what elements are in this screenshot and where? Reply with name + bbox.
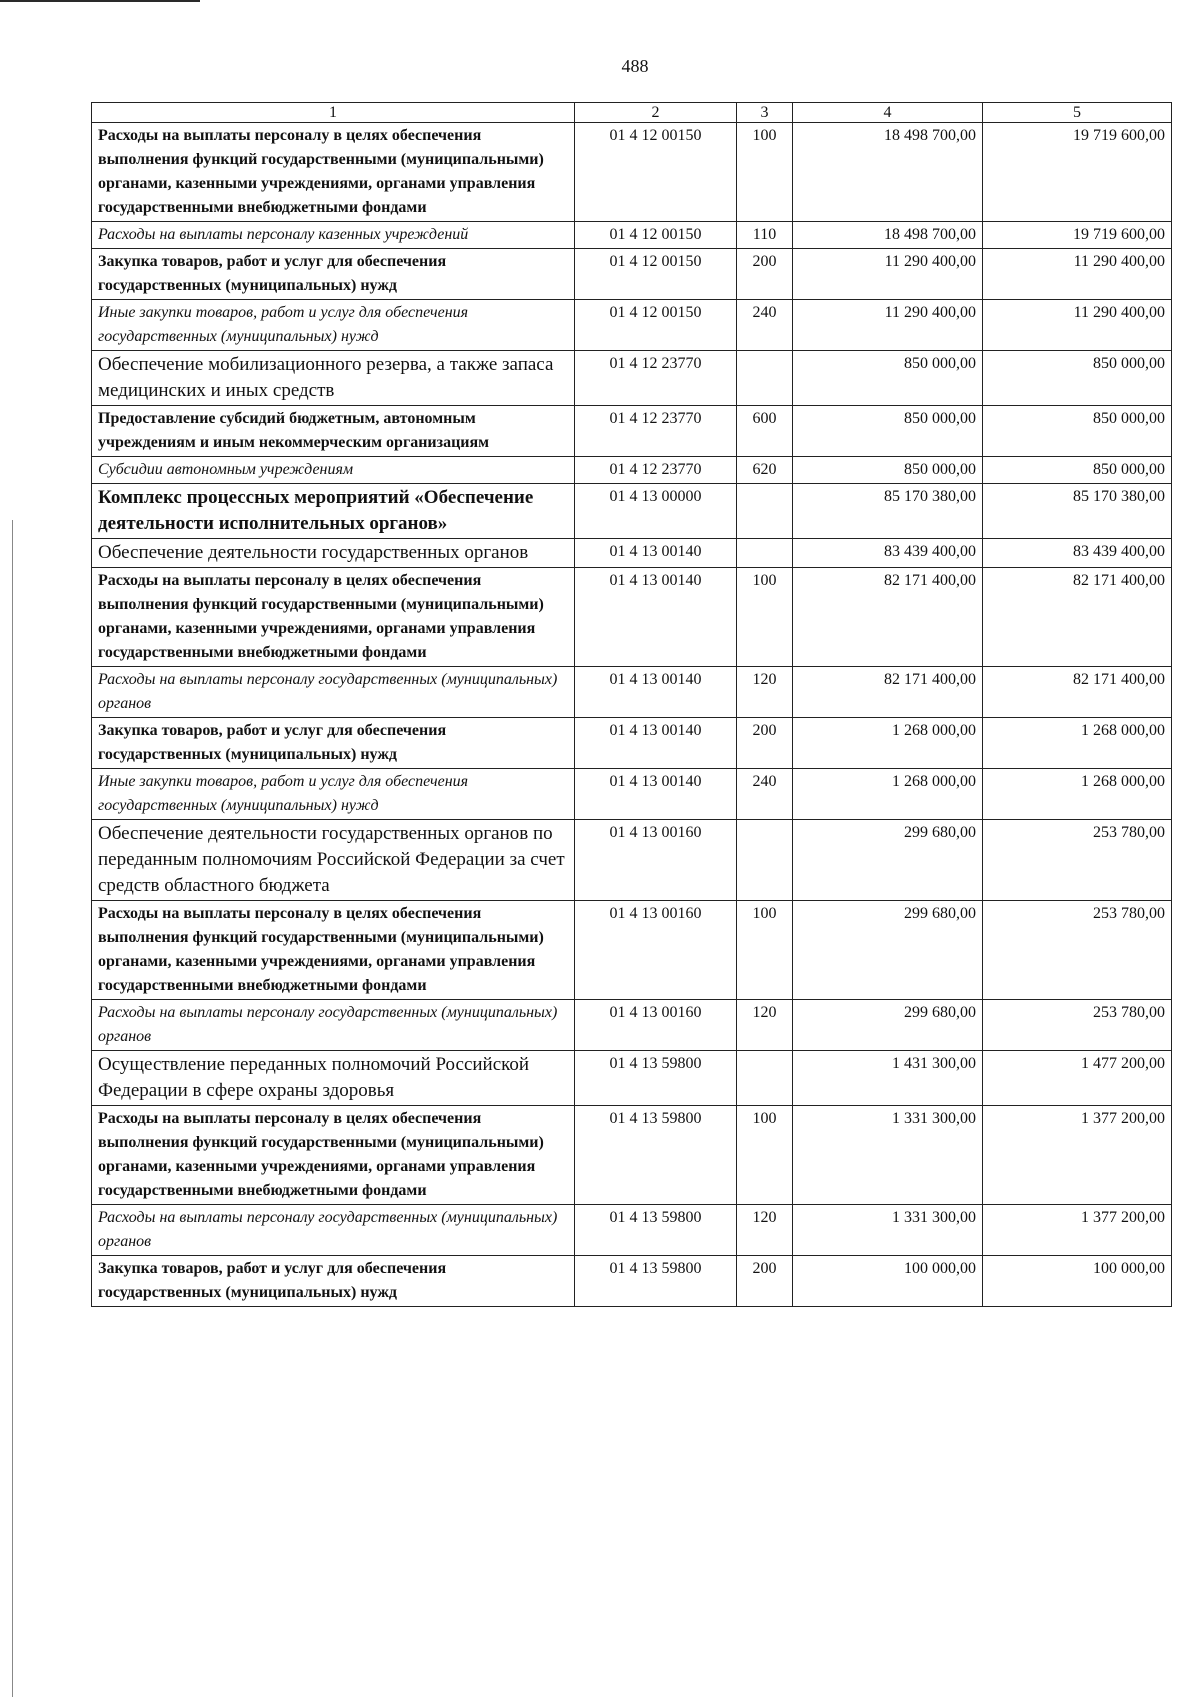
row-name: Обеспечение деятельности государственных органов по переданным полномочиям Российской Федерации за счет средств областного бюджета bbox=[92, 820, 575, 901]
row-amount-year2: 11 290 400,00 bbox=[983, 249, 1172, 300]
row-amount-year2: 253 780,00 bbox=[983, 901, 1172, 1000]
row-code: 01 4 13 00160 bbox=[575, 901, 737, 1000]
scan-edge-top bbox=[0, 0, 200, 2]
row-expense-type: 120 bbox=[737, 1205, 793, 1256]
row-expense-type bbox=[737, 820, 793, 901]
row-name: Расходы на выплаты персоналу казенных учреждений bbox=[92, 222, 575, 249]
row-expense-type: 600 bbox=[737, 406, 793, 457]
row-code: 01 4 13 00160 bbox=[575, 820, 737, 901]
row-code: 01 4 12 00150 bbox=[575, 123, 737, 222]
table-row bbox=[92, 406, 1172, 457]
row-amount-year1: 1 268 000,00 bbox=[793, 718, 983, 769]
row-amount-year2: 850 000,00 bbox=[983, 406, 1172, 457]
row-expense-type bbox=[737, 351, 793, 406]
row-amount-year2: 253 780,00 bbox=[983, 1000, 1172, 1051]
row-amount-year1: 11 290 400,00 bbox=[793, 300, 983, 351]
table-row bbox=[92, 568, 1172, 667]
row-expense-type bbox=[737, 484, 793, 539]
row-expense-type: 240 bbox=[737, 769, 793, 820]
scan-edge-left bbox=[12, 520, 13, 1697]
row-name: Расходы на выплаты персоналу государственных (муниципальных) органов bbox=[92, 667, 575, 718]
row-amount-year2: 850 000,00 bbox=[983, 351, 1172, 406]
row-expense-type: 110 bbox=[737, 222, 793, 249]
row-code: 01 4 12 23770 bbox=[575, 457, 737, 484]
row-amount-year1: 1 331 300,00 bbox=[793, 1106, 983, 1205]
row-name: Расходы на выплаты персоналу в целях обеспечения выполнения функций государственными (муниципальными) органами, казенными учреждениями, органами управления государственными внебюджетными фондами bbox=[92, 901, 575, 1000]
row-amount-year1: 1 268 000,00 bbox=[793, 769, 983, 820]
row-amount-year1: 850 000,00 bbox=[793, 351, 983, 406]
row-amount-year2: 19 719 600,00 bbox=[983, 222, 1172, 249]
row-code: 01 4 13 59800 bbox=[575, 1205, 737, 1256]
row-code: 01 4 13 00160 bbox=[575, 1000, 737, 1051]
row-amount-year2: 85 170 380,00 bbox=[983, 484, 1172, 539]
table-row bbox=[92, 1256, 1172, 1307]
row-name: Расходы на выплаты персоналу государственных (муниципальных) органов bbox=[92, 1205, 575, 1256]
row-expense-type: 200 bbox=[737, 1256, 793, 1307]
header-row bbox=[92, 103, 1172, 123]
row-amount-year1: 83 439 400,00 bbox=[793, 539, 983, 568]
table-row bbox=[92, 1205, 1172, 1256]
row-name: Закупка товаров, работ и услуг для обеспечения государственных (муниципальных) нужд bbox=[92, 718, 575, 769]
row-expense-type bbox=[737, 1051, 793, 1106]
row-amount-year1: 299 680,00 bbox=[793, 901, 983, 1000]
budget-table bbox=[91, 102, 1172, 1307]
row-code: 01 4 13 00140 bbox=[575, 667, 737, 718]
row-amount-year1: 85 170 380,00 bbox=[793, 484, 983, 539]
table-row bbox=[92, 1106, 1172, 1205]
row-name: Комплекс процессных мероприятий «Обеспечение деятельности исполнительных органов» bbox=[92, 484, 575, 539]
row-name: Расходы на выплаты персоналу в целях обеспечения выполнения функций государственными (муниципальными) органами, казенными учреждениями, органами управления государственными внебюджетными фондами bbox=[92, 568, 575, 667]
row-name: Расходы на выплаты персоналу в целях обеспечения выполнения функций государственными (муниципальными) органами, казенными учреждениями, органами управления государственными внебюджетными фондами bbox=[92, 123, 575, 222]
header-col-5: 5 bbox=[983, 103, 1172, 123]
row-code: 01 4 12 23770 bbox=[575, 406, 737, 457]
row-code: 01 4 13 59800 bbox=[575, 1106, 737, 1205]
row-code: 01 4 13 59800 bbox=[575, 1256, 737, 1307]
row-amount-year1: 1 331 300,00 bbox=[793, 1205, 983, 1256]
row-expense-type: 240 bbox=[737, 300, 793, 351]
table-row bbox=[92, 457, 1172, 484]
row-expense-type: 120 bbox=[737, 667, 793, 718]
row-amount-year2: 1 477 200,00 bbox=[983, 1051, 1172, 1106]
page-number: 488 bbox=[621, 56, 649, 76]
row-expense-type: 100 bbox=[737, 568, 793, 667]
table-row bbox=[92, 249, 1172, 300]
row-name: Предоставление субсидий бюджетным, автономным учреждениям и иным некоммерческим организациям bbox=[92, 406, 575, 457]
row-amount-year1: 299 680,00 bbox=[793, 1000, 983, 1051]
row-code: 01 4 13 00140 bbox=[575, 539, 737, 568]
row-code: 01 4 13 00140 bbox=[575, 718, 737, 769]
row-amount-year1: 82 171 400,00 bbox=[793, 667, 983, 718]
row-amount-year2: 82 171 400,00 bbox=[983, 568, 1172, 667]
row-amount-year2: 11 290 400,00 bbox=[983, 300, 1172, 351]
row-amount-year1: 82 171 400,00 bbox=[793, 568, 983, 667]
table-row bbox=[92, 1000, 1172, 1051]
table-row bbox=[92, 820, 1172, 901]
header-col-1: 1 bbox=[92, 103, 575, 123]
row-amount-year2: 850 000,00 bbox=[983, 457, 1172, 484]
row-expense-type bbox=[737, 539, 793, 568]
row-expense-type: 620 bbox=[737, 457, 793, 484]
row-name: Обеспечение деятельности государственных органов bbox=[92, 539, 575, 568]
row-name: Осуществление переданных полномочий Российской Федерации в сфере охраны здоровья bbox=[92, 1051, 575, 1106]
row-expense-type: 100 bbox=[737, 901, 793, 1000]
header-col-2: 2 bbox=[575, 103, 737, 123]
row-amount-year1: 850 000,00 bbox=[793, 406, 983, 457]
row-expense-type: 200 bbox=[737, 249, 793, 300]
row-expense-type: 200 bbox=[737, 718, 793, 769]
row-amount-year2: 82 171 400,00 bbox=[983, 667, 1172, 718]
table-row bbox=[92, 1051, 1172, 1106]
row-amount-year2: 83 439 400,00 bbox=[983, 539, 1172, 568]
row-expense-type: 100 bbox=[737, 1106, 793, 1205]
row-code: 01 4 13 00140 bbox=[575, 769, 737, 820]
row-code: 01 4 13 00000 bbox=[575, 484, 737, 539]
row-amount-year1: 299 680,00 bbox=[793, 820, 983, 901]
row-code: 01 4 13 00140 bbox=[575, 568, 737, 667]
row-name: Расходы на выплаты персоналу государственных (муниципальных) органов bbox=[92, 1000, 575, 1051]
table-row bbox=[92, 222, 1172, 249]
row-code: 01 4 12 00150 bbox=[575, 222, 737, 249]
row-amount-year2: 1 268 000,00 bbox=[983, 718, 1172, 769]
table-row bbox=[92, 769, 1172, 820]
table-row bbox=[92, 718, 1172, 769]
row-name: Иные закупки товаров, работ и услуг для обеспечения государственных (муниципальных) нужд bbox=[92, 769, 575, 820]
row-amount-year1: 11 290 400,00 bbox=[793, 249, 983, 300]
row-amount-year2: 1 377 200,00 bbox=[983, 1205, 1172, 1256]
table-row bbox=[92, 667, 1172, 718]
row-name: Расходы на выплаты персоналу в целях обеспечения выполнения функций государственными (муниципальными) органами, казенными учреждениями, органами управления государственными внебюджетными фондами bbox=[92, 1106, 575, 1205]
table-row bbox=[92, 300, 1172, 351]
header-col-3: 3 bbox=[737, 103, 793, 123]
row-name: Иные закупки товаров, работ и услуг для обеспечения государственных (муниципальных) нужд bbox=[92, 300, 575, 351]
row-code: 01 4 12 23770 bbox=[575, 351, 737, 406]
row-amount-year1: 850 000,00 bbox=[793, 457, 983, 484]
row-name: Обеспечение мобилизационного резерва, а также запаса медицинских и иных средств bbox=[92, 351, 575, 406]
row-amount-year2: 253 780,00 bbox=[983, 820, 1172, 901]
row-amount-year1: 100 000,00 bbox=[793, 1256, 983, 1307]
row-amount-year2: 100 000,00 bbox=[983, 1256, 1172, 1307]
row-name: Субсидии автономным учреждениям bbox=[92, 457, 575, 484]
row-amount-year2: 1 377 200,00 bbox=[983, 1106, 1172, 1205]
row-name: Закупка товаров, работ и услуг для обеспечения государственных (муниципальных) нужд bbox=[92, 1256, 575, 1307]
header-col-4: 4 bbox=[793, 103, 983, 123]
row-code: 01 4 12 00150 bbox=[575, 249, 737, 300]
row-code: 01 4 12 00150 bbox=[575, 300, 737, 351]
row-amount-year2: 19 719 600,00 bbox=[983, 123, 1172, 222]
row-name: Закупка товаров, работ и услуг для обеспечения государственных (муниципальных) нужд bbox=[92, 249, 575, 300]
table-row bbox=[92, 123, 1172, 222]
table-row bbox=[92, 539, 1172, 568]
table-row bbox=[92, 484, 1172, 539]
table-body bbox=[92, 123, 1172, 1307]
row-expense-type: 100 bbox=[737, 123, 793, 222]
row-amount-year2: 1 268 000,00 bbox=[983, 769, 1172, 820]
row-amount-year1: 1 431 300,00 bbox=[793, 1051, 983, 1106]
table-row bbox=[92, 901, 1172, 1000]
row-expense-type: 120 bbox=[737, 1000, 793, 1051]
row-amount-year1: 18 498 700,00 bbox=[793, 123, 983, 222]
row-amount-year1: 18 498 700,00 bbox=[793, 222, 983, 249]
table-row bbox=[92, 351, 1172, 406]
row-code: 01 4 13 59800 bbox=[575, 1051, 737, 1106]
